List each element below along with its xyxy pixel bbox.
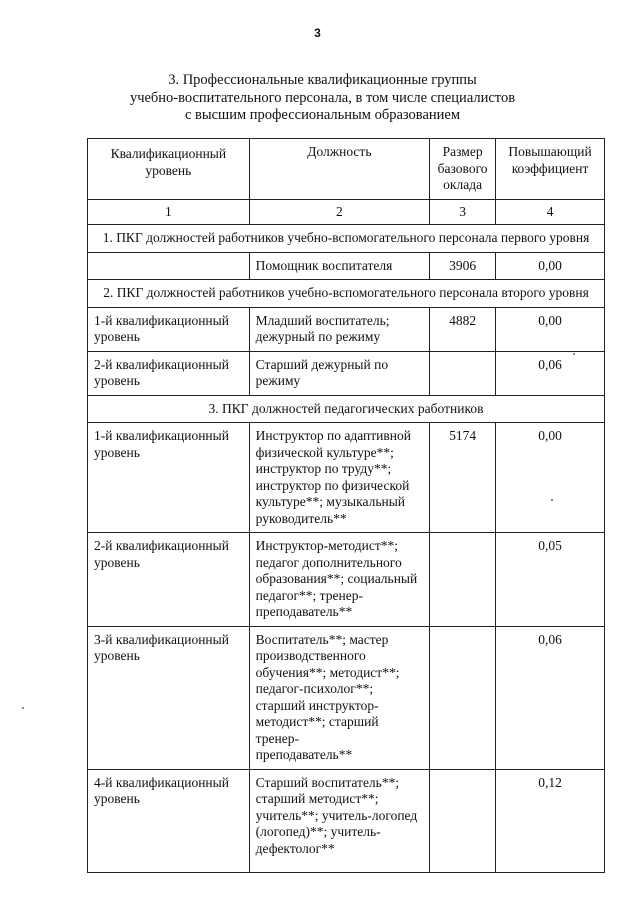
level-line: 4-й квалификационный — [94, 774, 229, 790]
level-line: 1-й квалификационный — [94, 312, 229, 328]
position-line: Инструктор по адаптивной — [255, 428, 411, 443]
position-line: инструктор по физической — [255, 477, 410, 493]
level-cell — [88, 533, 250, 627]
heading-line: учебно-воспитательного персонала, в том числе специалистов — [129, 89, 516, 106]
position-cell — [249, 307, 429, 351]
page-number: 3 — [314, 26, 321, 40]
position-line: учитель**; учитель-логопед — [255, 807, 418, 823]
position-line: методист**; старший тренер- — [255, 714, 379, 746]
scan-speck — [573, 353, 575, 355]
position-line: руководитель** — [255, 510, 347, 526]
table-row — [88, 533, 605, 627]
section-row — [88, 395, 605, 423]
section-row — [88, 225, 605, 253]
position-line: Старший воспитатель**; — [255, 774, 400, 790]
coefficient-cell: 0,12 — [496, 769, 605, 872]
position-line: инструктор по труду**; — [255, 461, 392, 476]
qualification-groups-table — [87, 138, 605, 873]
coefficient-cell: 0,00 — [496, 252, 605, 280]
level-cell — [88, 769, 250, 872]
position-cell — [249, 252, 429, 280]
level-line: уровень — [94, 648, 140, 663]
section-title: 1. ПКГ должностей работников учебно-вспомогательного персонала первого уровня — [88, 225, 605, 253]
scan-speck — [551, 499, 553, 501]
level-line: уровень — [94, 373, 140, 388]
position-line: преподаватель** — [255, 604, 353, 619]
position-line: преподаватель** — [255, 747, 353, 762]
level-line: 3-й квалификационный — [94, 631, 229, 647]
scan-speck — [22, 707, 24, 709]
header-salary-line: оклада — [443, 177, 483, 192]
header-coefficient-line: коэффициент — [511, 160, 589, 176]
position-line: образования**; социальный — [255, 571, 418, 586]
table-row — [88, 307, 605, 351]
position-line: Старший дежурный по — [255, 356, 389, 372]
section-row — [88, 280, 605, 308]
position-line: дежурный по режиму — [255, 329, 381, 344]
coefficient-cell: 0,05 — [496, 533, 605, 627]
header-position: Должность — [249, 139, 429, 200]
column-number: 1 — [88, 199, 250, 225]
position-line: старший методист**; — [255, 791, 379, 806]
header-salary-line: Размер — [442, 144, 483, 159]
position-cell — [249, 533, 429, 627]
salary-cell — [430, 626, 496, 769]
salary-cell: 4882 — [430, 307, 496, 351]
column-number: 4 — [496, 199, 605, 225]
table-row — [88, 252, 605, 280]
header-row — [88, 139, 605, 200]
header-coefficient-line: Повышающий — [508, 144, 592, 159]
heading-line: с высшим профессиональным образованием — [184, 107, 461, 123]
table-row — [88, 351, 605, 395]
coefficient-cell: 0,00 — [496, 423, 605, 533]
level-line: 1-й квалификационный — [94, 428, 229, 443]
salary-cell: 3906 — [430, 252, 496, 280]
position-line: культуре**; музыкальный — [255, 494, 405, 509]
position-line: педагог**; тренер- — [255, 587, 363, 603]
position-line: педагог-психолог**; — [255, 681, 374, 696]
section-title: 2. ПКГ должностей работников учебно-вспомогательного персонала второго уровня — [88, 280, 605, 308]
level-line: уровень — [94, 444, 140, 460]
position-cell — [249, 423, 429, 533]
table-header — [88, 139, 605, 225]
level-line: уровень — [94, 554, 140, 570]
column-number: 3 — [430, 199, 496, 225]
document-heading — [40, 72, 605, 125]
column-number: 2 — [249, 199, 429, 225]
level-line: уровень — [94, 329, 140, 344]
coefficient-cell: 0,06 — [496, 351, 605, 395]
position-cell — [249, 351, 429, 395]
position-cell — [249, 626, 429, 769]
position-line: Инструктор-методист**; — [255, 538, 398, 553]
header-coefficient — [496, 139, 605, 200]
column-number-row — [88, 199, 605, 225]
level-cell — [88, 307, 250, 351]
heading-line: 3. Профессиональные квалификационные группы — [168, 72, 477, 88]
position-line: режиму — [255, 373, 301, 388]
level-line: 2-й квалификационный — [94, 356, 229, 372]
salary-cell: 5174 — [430, 423, 496, 533]
level-line: 2-й квалификационный — [94, 538, 229, 553]
position-line: дефектолог** — [255, 840, 335, 856]
level-line: уровень — [94, 791, 140, 806]
position-line: Воспитатель**; мастер — [255, 631, 389, 647]
position-line: производственного — [255, 648, 366, 663]
header-salary-line: базового — [437, 160, 488, 176]
position-line: физической культуре**; — [255, 444, 394, 460]
position-line: Помощник воспитателя — [255, 257, 393, 273]
table-row — [88, 423, 605, 533]
position-line: обучения**; методист**; — [255, 664, 400, 680]
level-cell — [88, 252, 250, 280]
section-title: 3. ПКГ должностей педагогических работников — [88, 395, 605, 423]
header-level: Квалификационный уровень — [88, 139, 250, 200]
salary-cell — [430, 533, 496, 627]
position-line: педагог дополнительного — [255, 554, 402, 570]
table-body — [88, 225, 605, 873]
position-cell — [249, 769, 429, 872]
coefficient-cell: 0,06 — [496, 626, 605, 769]
coefficient-cell: 0,00 — [496, 307, 605, 351]
position-line: старший инструктор- — [255, 697, 379, 713]
salary-cell — [430, 351, 496, 395]
level-cell — [88, 626, 250, 769]
salary-cell — [430, 769, 496, 872]
level-cell — [88, 423, 250, 533]
header-salary — [430, 139, 496, 200]
position-line: Младший воспитатель; — [255, 312, 390, 328]
table-row — [88, 626, 605, 769]
position-line: (логопед)**; учитель- — [255, 824, 381, 839]
level-cell — [88, 351, 250, 395]
table-row — [88, 769, 605, 872]
